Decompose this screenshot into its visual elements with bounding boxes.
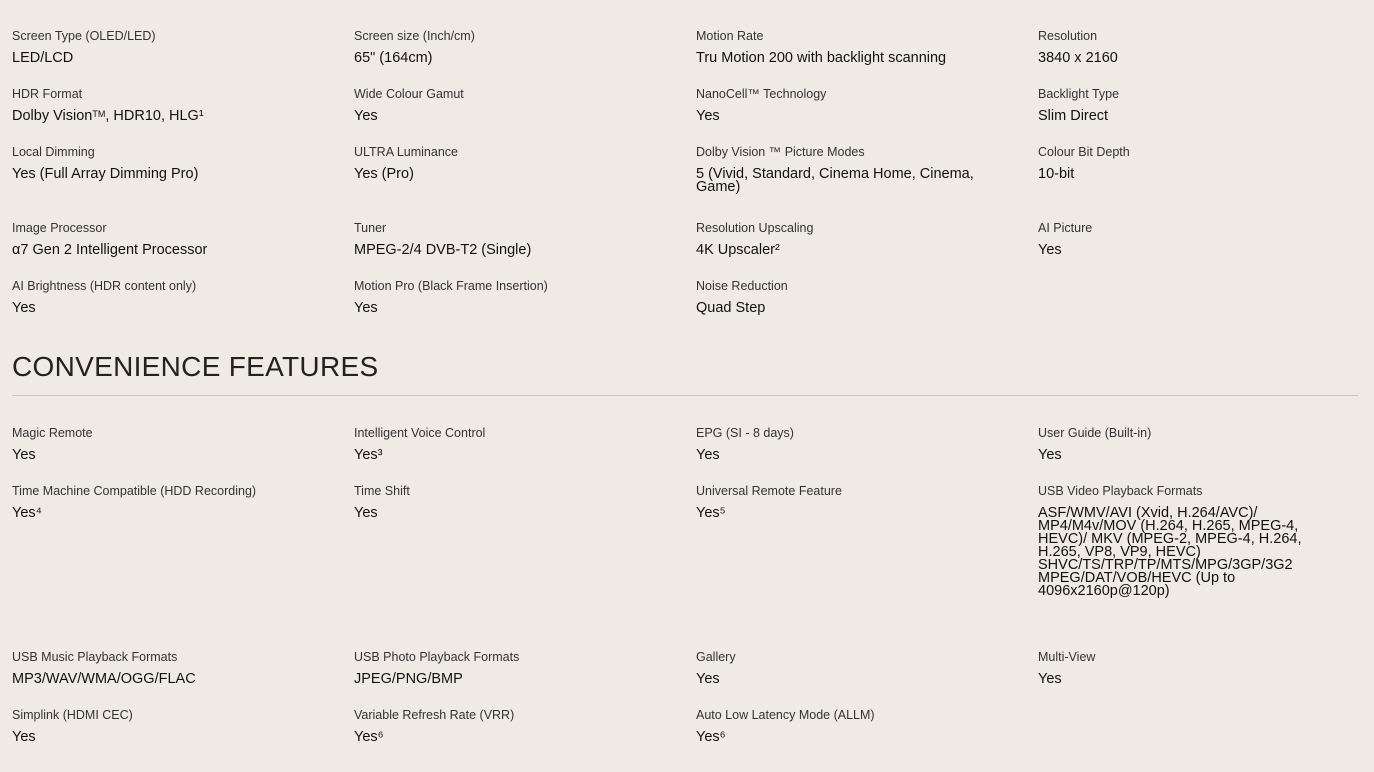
spec-value: 10-bit — [1038, 166, 1075, 182]
spec-value: α7 Gen 2 Intelligent Processor — [12, 242, 208, 258]
spec-value: Yes — [1038, 671, 1062, 687]
spec-value: Tru Motion 200 with backlight scanning — [696, 50, 947, 66]
trademark-sup: TM — [92, 109, 106, 119]
spec-value: ASF/WMV/AVI (Xvid, H.264/AVC)/ MP4/M4v/MOV (H.264, H.265, MPEG-4, HEVC)/ MKV (MPEG-2, MPEG-4, H.264, H.265, VP8, VP9, HEVC) SHVC/TS/TRP/TP/MTS/MPG/3GP/3G2 MPEG/DAT/VOB/HEVC (Up to 4096x2160p@120p) — [1038, 505, 1302, 599]
spec-label: Wide Colour Gamut — [354, 87, 464, 101]
spec-usb-photo-formats — [354, 650, 696, 708]
spec-gallery — [696, 650, 1038, 708]
spec-nanocell — [696, 87, 1038, 145]
spec-label: HDR Format — [12, 87, 83, 101]
spec-usb-video-formats — [1038, 484, 1358, 650]
spec-label: Intelligent Voice Control — [354, 426, 486, 440]
spec-value: Yes⁶ — [354, 729, 384, 745]
spec-time-machine — [12, 484, 354, 650]
spec-simplink — [12, 708, 354, 766]
spec-time-shift — [354, 484, 696, 650]
spec-local-dimming — [12, 145, 354, 221]
spec-label: Resolution — [1038, 29, 1098, 43]
spec-label: Universal Remote Feature — [696, 484, 842, 498]
convenience-specs-grid — [12, 396, 1358, 766]
spec-value: Yes — [12, 447, 36, 463]
spec-label: Screen size (Inch/cm) — [354, 29, 475, 43]
spec-value: Yes (Pro) — [354, 166, 414, 182]
spec-value: Yes (Full Array Dimming Pro) — [12, 166, 199, 182]
spec-value: Yes — [696, 671, 720, 687]
spec-label: AI Picture — [1038, 221, 1093, 235]
spec-value: 65" (164cm) — [354, 50, 433, 66]
spec-usb-music-formats — [12, 650, 354, 708]
spec-label: Image Processor — [12, 221, 107, 235]
section-header — [12, 337, 1358, 395]
spec-dolby-vision-modes — [696, 145, 1038, 221]
spec-wide-colour-gamut — [354, 87, 696, 145]
spec-label: Noise Reduction — [696, 279, 788, 293]
spec-label: Multi-View — [1038, 650, 1096, 664]
spec-label: Time Machine Compatible (HDD Recording) — [12, 484, 257, 498]
spec-resolution — [1038, 0, 1358, 87]
spec-screen-type — [12, 0, 354, 87]
spec-label: Local Dimming — [12, 145, 95, 159]
spec-value-suffix: , HDR10, HLG¹ — [105, 108, 204, 124]
spec-empty — [1038, 279, 1358, 337]
spec-value: Yes — [696, 447, 720, 463]
spec-label: Motion Pro (Black Frame Insertion) — [354, 279, 548, 293]
spec-image-processor — [12, 221, 354, 279]
spec-value: Yes — [1038, 447, 1062, 463]
spec-value: Yes — [12, 300, 36, 316]
spec-ai-picture — [1038, 221, 1358, 279]
spec-voice-control — [354, 426, 696, 484]
spec-label: Auto Low Latency Mode (ALLM) — [696, 708, 875, 722]
spec-label: Colour Bit Depth — [1038, 145, 1130, 159]
spec-value: 5 (Vivid, Standard, Cinema Home, Cinema, Game) — [696, 166, 974, 195]
spec-screen-size — [354, 0, 696, 87]
spec-magic-remote — [12, 426, 354, 484]
spec-resolution-upscaling — [696, 221, 1038, 279]
spec-value: Yes³ — [354, 447, 383, 463]
spec-value-main: Dolby Vision — [12, 108, 93, 124]
spec-label: Dolby Vision ™ Picture Modes — [696, 145, 865, 159]
spec-label: Simplink (HDMI CEC) — [12, 708, 133, 722]
spec-value: 3840 x 2160 — [1038, 50, 1118, 66]
spec-value: Yes⁶ — [696, 729, 726, 745]
spec-epg — [696, 426, 1038, 484]
spec-value: Yes — [696, 108, 720, 124]
spec-empty — [1038, 708, 1358, 766]
spec-motion-rate — [696, 0, 1038, 87]
spec-vrr — [354, 708, 696, 766]
spec-label: Motion Rate — [696, 29, 764, 43]
spec-value: Yes — [354, 505, 378, 521]
spec-label: Resolution Upscaling — [696, 221, 814, 235]
spec-value — [12, 110, 334, 123]
spec-value: MPEG-2/4 DVB-T2 (Single) — [354, 242, 532, 258]
spec-user-guide — [1038, 426, 1358, 484]
picture-specs-grid — [12, 0, 1358, 337]
spec-value: LED/LCD — [12, 50, 74, 66]
spec-label: Magic Remote — [12, 426, 93, 440]
spec-value: Quad Step — [696, 300, 766, 316]
spec-value: Yes — [354, 108, 378, 124]
spec-motion-pro — [354, 279, 696, 337]
spec-label: Time Shift — [354, 484, 410, 498]
section-title: CONVENIENCE FEATURES — [12, 351, 379, 382]
spec-tuner — [354, 221, 696, 279]
spec-value: Slim Direct — [1038, 108, 1109, 124]
spec-ai-brightness — [12, 279, 354, 337]
spec-universal-remote — [696, 484, 1038, 650]
spec-hdr-format — [12, 87, 354, 145]
spec-value: MP3/WAV/WMA/OGG/FLAC — [12, 671, 196, 687]
spec-label: Gallery — [696, 650, 736, 664]
spec-label: NanoCell™ Technology — [696, 87, 827, 101]
spec-label: Tuner — [354, 221, 387, 235]
spec-multi-view — [1038, 650, 1358, 708]
spec-label: USB Video Playback Formats — [1038, 484, 1203, 498]
spec-label: User Guide (Built-in) — [1038, 426, 1152, 440]
spec-allm — [696, 708, 1038, 766]
spec-label: USB Music Playback Formats — [12, 650, 178, 664]
spec-value: Yes — [12, 729, 36, 745]
spec-label: Backlight Type — [1038, 87, 1120, 101]
spec-value: JPEG/PNG/BMP — [354, 671, 463, 687]
spec-value: Yes⁴ — [12, 505, 42, 521]
spec-colour-bit-depth — [1038, 145, 1358, 221]
spec-label: AI Brightness (HDR content only) — [12, 279, 197, 293]
spec-label: USB Photo Playback Formats — [354, 650, 520, 664]
spec-label: ULTRA Luminance — [354, 145, 458, 159]
spec-backlight-type — [1038, 87, 1358, 145]
spec-noise-reduction — [696, 279, 1038, 337]
spec-label: Screen Type (OLED/LED) — [12, 29, 156, 43]
spec-label: Variable Refresh Rate (VRR) — [354, 708, 515, 722]
spec-value: Yes — [1038, 242, 1062, 258]
spec-value: 4K Upscaler² — [696, 242, 780, 258]
spec-label: EPG (SI - 8 days) — [696, 426, 794, 440]
spec-value: Yes — [354, 300, 378, 316]
spec-ultra-luminance — [354, 145, 696, 221]
spec-value: Yes⁵ — [696, 505, 726, 521]
